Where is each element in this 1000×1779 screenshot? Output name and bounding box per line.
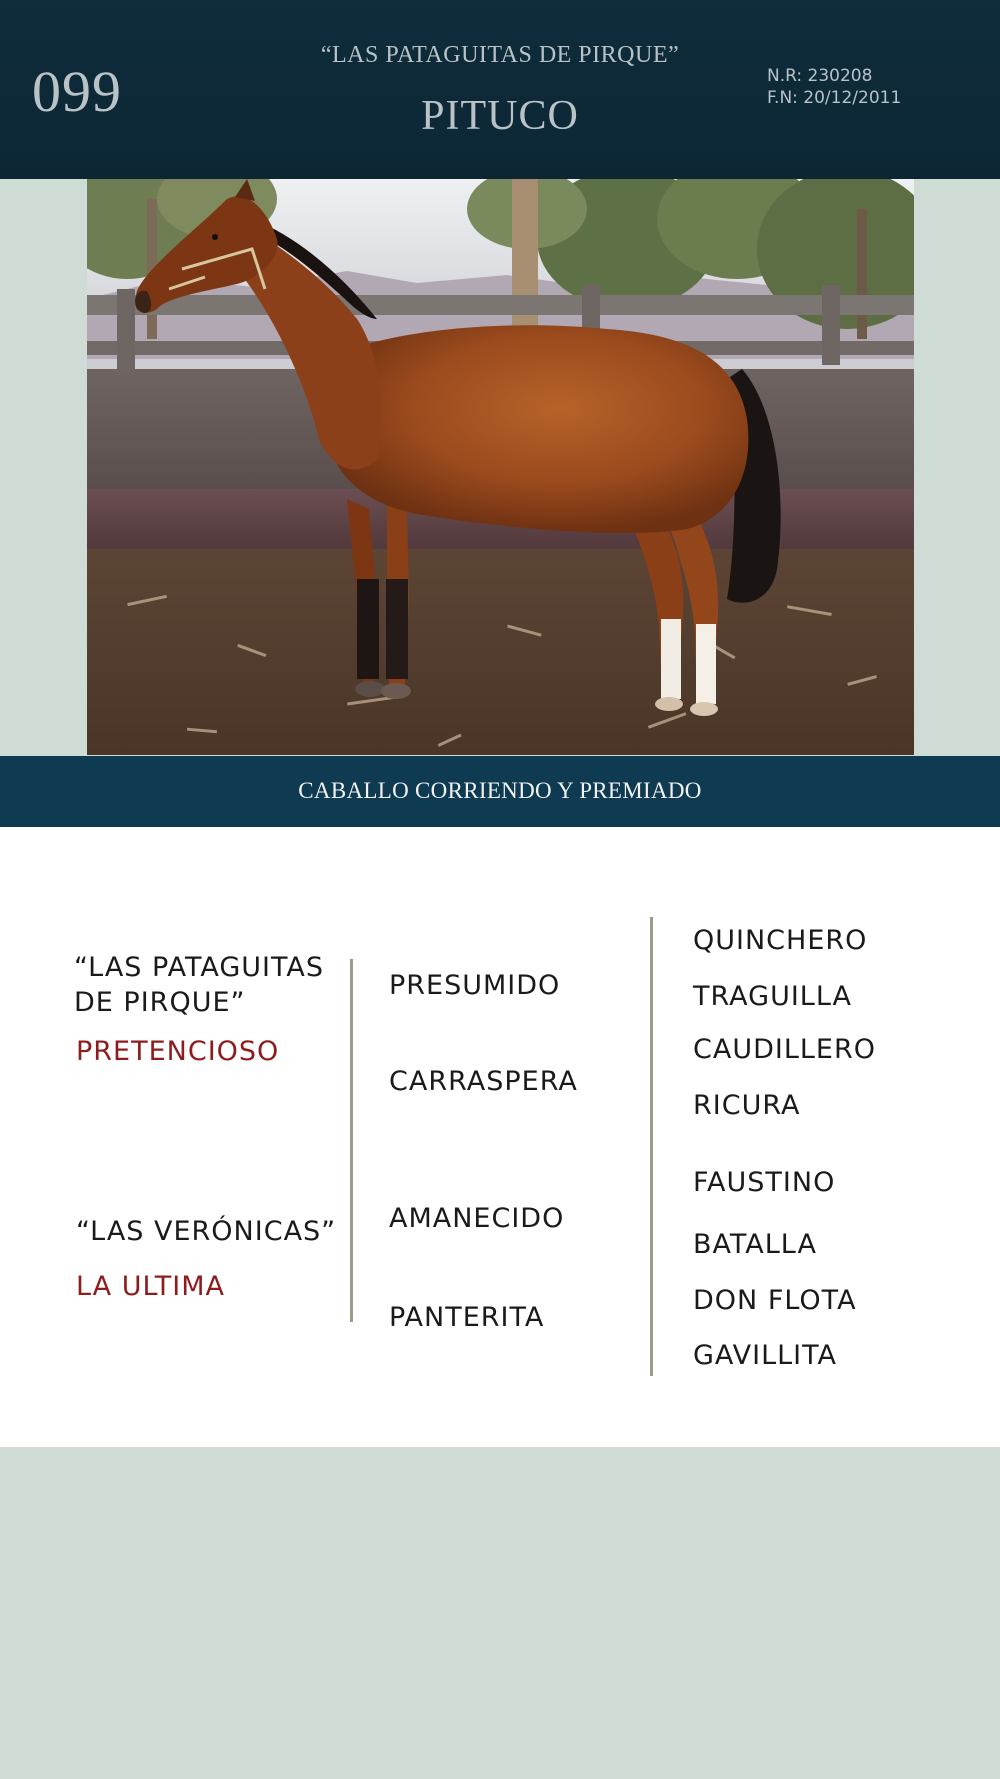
banner-text: CABALLO CORRIENDO Y PREMIADO — [298, 778, 702, 803]
sire-breeder-line2: DE PIRQUE” — [74, 987, 246, 1018]
great-grandparent-5: FAUSTINO — [693, 1167, 836, 1198]
pedigree-section — [0, 827, 1000, 1447]
grandparent-4: PANTERITA — [389, 1302, 545, 1333]
great-grandparent-6: BATALLA — [693, 1229, 817, 1260]
great-grandparent-1: QUINCHERO — [693, 925, 868, 956]
divider-2 — [650, 917, 653, 1376]
great-grandparent-8: GAVILLITA — [693, 1340, 838, 1371]
sire-name: PRETENCIOSO — [76, 1036, 280, 1067]
dam-name: LA ULTIMA — [76, 1271, 226, 1302]
grandparent-1: PRESUMIDO — [389, 970, 561, 1001]
divider-1 — [350, 959, 353, 1322]
lot-number: 099 — [32, 59, 122, 124]
great-grandparent-2: TRAGUILLA — [693, 981, 852, 1012]
award-banner — [0, 756, 1000, 827]
footer-area — [0, 1447, 1000, 1779]
sire-breeder-line1: “LAS PATAGUITAS — [74, 952, 324, 983]
registration-info — [767, 65, 901, 109]
header-bar — [0, 0, 1000, 179]
registration-number: N.R: 230208 — [767, 66, 873, 86]
great-grandparent-4: RICURA — [693, 1090, 801, 1121]
dam-breeder: “LAS VERÓNICAS” — [76, 1216, 337, 1247]
birth-date: F.N: 20/12/2011 — [767, 88, 902, 108]
great-grandparent-7: DON FLOTA — [693, 1285, 857, 1316]
breeder-name: “LAS PATAGUITAS DE PIRQUE” — [320, 42, 680, 68]
grandparent-3: AMANECIDO — [389, 1203, 565, 1234]
horse-name: PITUCO — [421, 93, 579, 139]
horse-photo — [87, 179, 914, 755]
great-grandparent-3: CAUDILLERO — [693, 1034, 876, 1065]
grandparent-2: CARRASPERA — [389, 1066, 578, 1097]
